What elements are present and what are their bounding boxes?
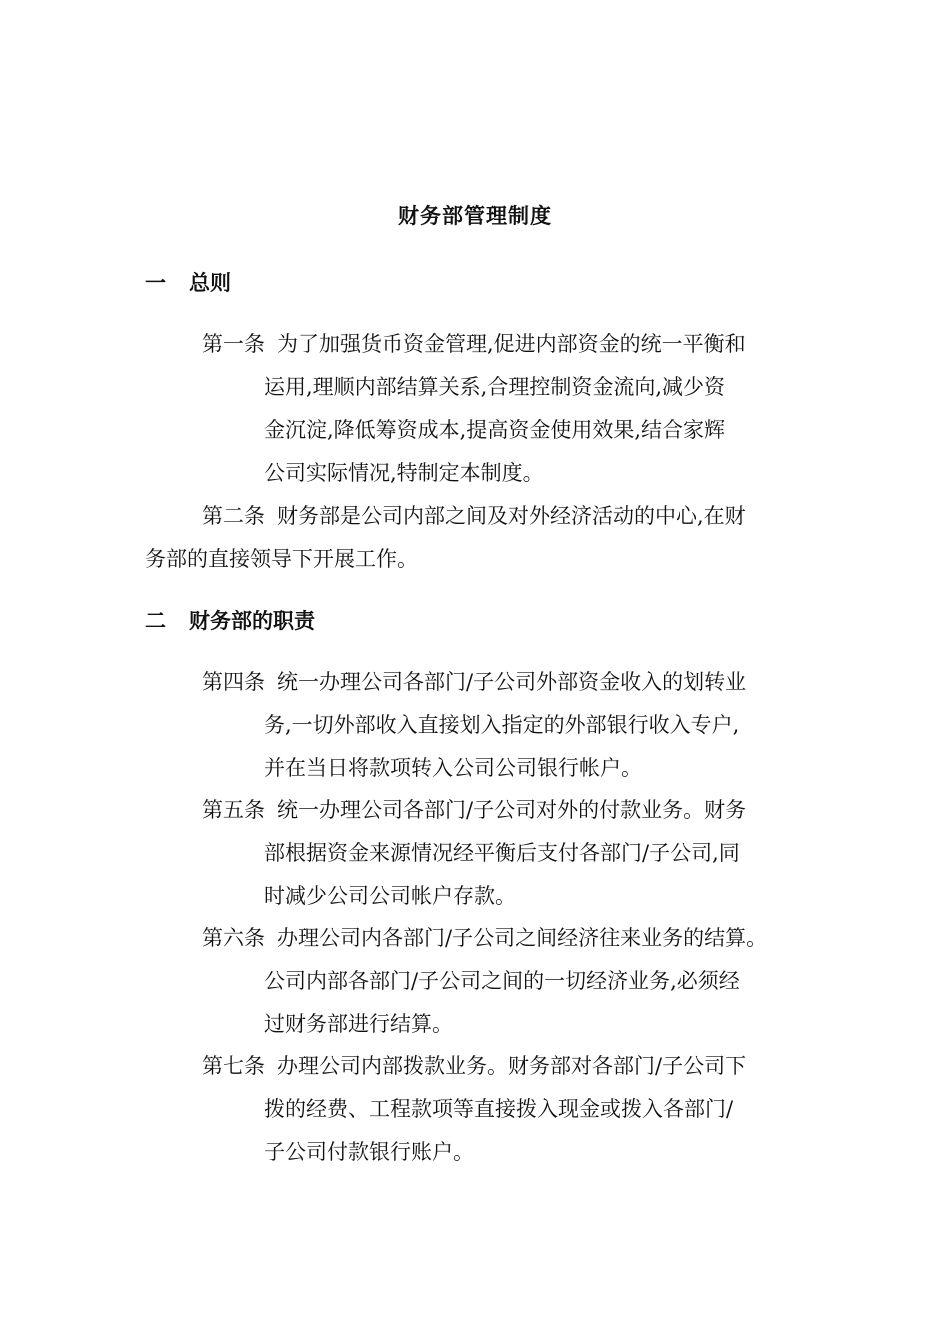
article-text: 财务部是公司内部之间及对外经济活动的中心,在财	[277, 504, 746, 528]
section-heading-duties	[145, 607, 315, 635]
section-title: 总则	[189, 271, 231, 295]
section-heading-general	[145, 269, 231, 297]
article-line	[202, 917, 822, 960]
article-number: 第一条	[202, 332, 265, 356]
article-number: 第二条	[202, 504, 265, 528]
article-1	[202, 323, 822, 495]
article-line: 拨的经费、工程款项等直接拨入现金或拨入各部门/	[264, 1097, 734, 1121]
article-text: 办理公司内部拨款业务。财务部对各部门/子公司下	[277, 1054, 747, 1078]
article-6	[202, 917, 822, 1046]
document-title: 财务部管理制度	[398, 204, 552, 228]
article-line	[202, 323, 822, 366]
article-line: 金沉淀,降低筹资成本,提高资金使用效果,结合家辉	[264, 418, 726, 442]
section-title: 财务部的职责	[189, 609, 315, 633]
article-line: 公司内部各部门/子公司之间的一切经济业务,必须经	[264, 969, 740, 993]
article-number: 第四条	[202, 670, 265, 694]
article-line: 过财务部进行结算。	[264, 1012, 453, 1036]
article-number: 第七条	[202, 1054, 265, 1078]
article-line	[202, 661, 822, 704]
article-2	[145, 495, 825, 581]
article-line: 并在当日将款项转入公司公司银行帐户。	[264, 756, 642, 780]
article-line	[202, 789, 822, 832]
article-line	[145, 495, 825, 538]
article-line: 公司实际情况,特制定本制度。	[264, 461, 544, 485]
article-line: 务部的直接领导下开展工作。	[145, 547, 418, 571]
article-number: 第五条	[202, 798, 265, 822]
section-number: 二	[145, 609, 166, 633]
article-text: 统一办理公司各部门/子公司外部资金收入的划转业	[277, 670, 747, 694]
article-line: 时减少公司公司帐户存款。	[264, 884, 516, 908]
article-line: 运用,理顺内部结算关系,合理控制资金流向,减少资	[264, 375, 726, 399]
article-text: 为了加强货币资金管理,促进内部资金的统一平衡和	[277, 332, 746, 356]
article-4	[202, 661, 822, 790]
article-7	[202, 1045, 822, 1174]
article-number: 第六条	[202, 926, 265, 950]
section-number: 一	[145, 271, 166, 295]
article-line: 部根据资金来源情况经平衡后支付各部门/子公司,同	[264, 841, 740, 865]
article-line: 子公司付款银行账户。	[264, 1140, 474, 1164]
article-line: 务,一切外部收入直接划入指定的外部银行收入专户,	[264, 713, 740, 737]
article-text: 统一办理公司各部门/子公司对外的付款业务。财务	[277, 798, 747, 822]
article-line	[202, 1045, 822, 1088]
article-5	[202, 789, 822, 918]
article-text: 办理公司内各部门/子公司之间经济往来业务的结算。	[277, 926, 768, 950]
